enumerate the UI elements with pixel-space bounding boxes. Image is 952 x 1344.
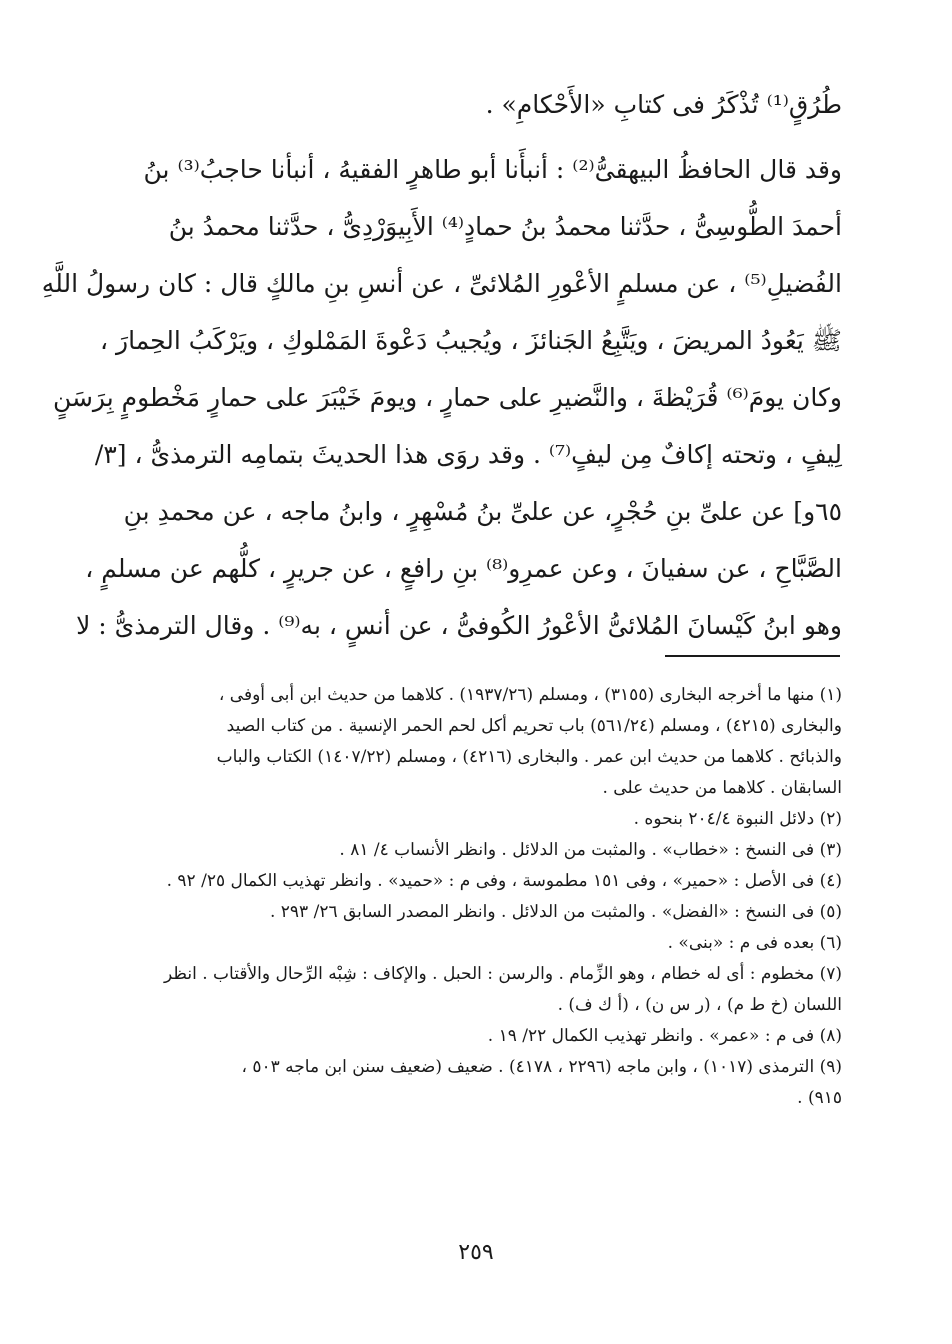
footnote-line: (٦) بعده فى م : «بنى» . bbox=[667, 933, 842, 953]
footnote-line: (١) منها ما أخرجه البخارى (٣١٥٥) ، ومسلم (١٩٣٧/٢٦) . كلاهما من حديث ابن أبى أوفى ، bbox=[218, 685, 842, 705]
footnote-line: السابقان . كلاهما من حديث على . bbox=[602, 778, 842, 798]
footnote-line: (٣) فى النسخ : «خطاب» . والمثبت من الدلائل . وانظر الأنساب ٤/ ٨١ . bbox=[339, 840, 842, 860]
text-line: وقد قال الحافظُ البيهقىُّ⁽²⁾ : أنبأَنا أبو طاهرٍ الفقيهُ ، أنبأنا حاجبُ⁽³⁾ بنُ bbox=[143, 155, 842, 184]
footnote-line: (٩) الترمذى (١٠١٧) ، وابن ماجه (٢٢٩٦ ، ٤١٧٨) . ضعيف (ضعيف سنن ابن ماجه ٥٠٣ ، bbox=[241, 1057, 842, 1077]
text-line: ٦٥و] عن علىِّ بنِ حُجْرٍ، عن علىِّ بنُ مُسْهِرٍ ، وابنُ ماجه ، عن محمدِ بنِ bbox=[123, 497, 842, 526]
text-line: الصَّبَّاحِ ، عن سفيانَ ، وعن عمرِو⁽⁸⁾ بنِ رافعٍ ، عن جريرٍ ، كلُّهم عن مسلمٍ ، bbox=[85, 554, 842, 583]
footnote-line: (٧) مخطوم : أى له خطام ، وهو الزِّمام . والرسن : الحبل . والإكاف : شِبْه الرِّحال والأقتاب . انظر bbox=[164, 964, 842, 984]
text-line: وكان يومَ⁽⁶⁾ قُرَيْظةَ ، والنَّضيرِ على حمارٍ ، ويومَ خَيْبَرَ على حمارٍ مَخْطومٍ بِرَسَنٍ bbox=[52, 383, 842, 412]
footnote-line: (٤) فى الأصل : «حمير» ، وفى ١٥١ مطموسة ، وفى م : «حميد» . وانظر تهذيب الكمال ٢٥/ ٩٢ . bbox=[166, 871, 842, 891]
text-line: أحمدَ الطُّوسِىُّ ، حدَّثنا محمدُ بنُ حمادٍ⁽⁴⁾ الأَبِيوَرْدِىُّ ، حدَّثنا محمدُ بنُ bbox=[168, 212, 842, 241]
text-line: الفُضيلِ⁽⁵⁾ ، عن مسلمٍ الأعْورِ المُلائىِّ ، عن أنسِ بنِ مالكٍ قال : كان رسولُ اللَّهِ bbox=[41, 269, 842, 298]
footnote-line: (٢) دلائل النبوة ٢٠٤/٤ بنحوه . bbox=[633, 809, 842, 829]
footnotes-section bbox=[112, 680, 842, 1114]
text-line: طُرُقٍ⁽¹⁾ تُذْكَرُ فى كتابِ «الأَحْكامِ» . bbox=[485, 90, 842, 119]
footnote-line: (٥) فى النسخ : «الفضل» . والمثبت من الدلائل . وانظر المصدر السابق ٢٦/ ٢٩٣ . bbox=[269, 902, 842, 922]
text-line: وهو ابنُ كَيْسانَ المُلائىُّ الأعْورُ الكُوفىُّ ، عن أنسٍ ، به⁽⁹⁾ . وقال الترمذىُّ : لا bbox=[76, 611, 842, 640]
footnote-line: (٨) فى م : «عمر» . وانظر تهذيب الكمال ٢٢/ ١٩ . bbox=[487, 1026, 842, 1046]
main-text-body bbox=[41, 76, 842, 654]
footnote-line: اللسان (خ ط م) ، (ر س ن) ، (أ ك ف) . bbox=[557, 995, 842, 1015]
footnote-line: والذبائح . كلاهما من حديث ابن عمر . والبخارى (٤٢١٦) ، ومسلم (١٤٠٧/٢٢) الكتاب والباب bbox=[216, 747, 842, 767]
text-line: ﷺ يَعُودُ المريضَ ، ويَتَّبِعُ الجَنائزَ ، ويُجيبُ دَعْوةَ المَمْلوكِ ، ويَرْكَبُ الحِمارَ ، bbox=[100, 326, 842, 355]
page-number: ٢٥٩ bbox=[458, 1240, 494, 1265]
footnote-line: والبخارى (٤٢١٥) ، ومسلم (٥٦١/٢٤) باب تحريم أكل لحم الحمر الإنسية . من كتاب الصيد bbox=[226, 716, 842, 736]
text-line: لِيفٍ ، وتحته إكافٌ مِن ليفٍ⁽⁷⁾ . وقد روَى هذا الحديثَ بتمامِه الترمذىُّ ، [٣/ bbox=[94, 440, 842, 469]
footnote-line: ٩١٥) . bbox=[797, 1088, 842, 1108]
footnote-separator bbox=[665, 655, 840, 657]
